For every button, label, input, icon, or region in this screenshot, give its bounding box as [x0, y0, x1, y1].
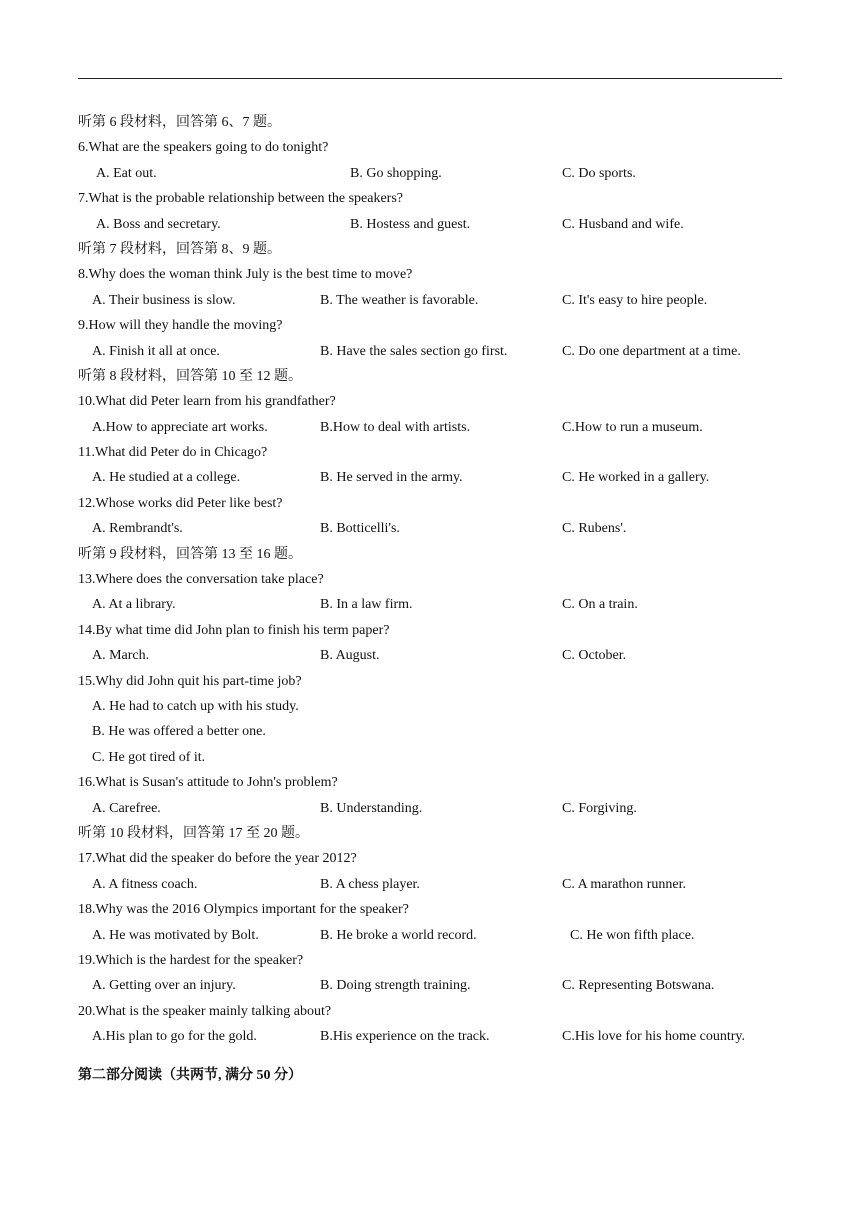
- option-a: A.How to appreciate art works.: [92, 419, 268, 435]
- option-c: C. Rubens'.: [562, 521, 627, 537]
- option-c: C. He got tired of it.: [92, 749, 206, 765]
- question-13: 13.Where does the conversation take place?: [78, 572, 324, 588]
- option-c: C. Representing Botswana.: [562, 978, 715, 994]
- option-a: A. March.: [92, 648, 150, 664]
- question-18: 18.Why was the 2016 Olympics important for the speaker?: [78, 902, 409, 918]
- options-6: [78, 161, 782, 186]
- option-b: B. Go shopping.: [350, 165, 442, 181]
- options-14: [78, 643, 782, 668]
- question-20: 20.What is the speaker mainly talking about?: [78, 1003, 332, 1019]
- options-20: [78, 1024, 782, 1049]
- section-instruction: 听第 9 段材料，回答第 13 至 16 题。: [78, 546, 302, 562]
- header-rule: [78, 78, 782, 79]
- question-11: 11.What did Peter do in Chicago?: [78, 445, 268, 461]
- options-12: [78, 516, 782, 541]
- option-c: C.His love for his home country.: [562, 1029, 746, 1045]
- option-c: C. Do one department at a time.: [562, 343, 741, 359]
- option-a: A. Boss and secretary.: [96, 216, 221, 232]
- options-11: [78, 465, 782, 490]
- option-a: A. Finish it all at once.: [92, 343, 220, 359]
- options-7: [78, 212, 782, 237]
- question-14: 14.By what time did John plan to finish his term paper?: [78, 622, 390, 638]
- option-b: B. Botticelli's.: [320, 521, 400, 537]
- part-two-title: 第二部分阅读（共两节, 满分 50 分）: [78, 1068, 302, 1084]
- option-b: B. He served in the army.: [320, 470, 463, 486]
- question-7: 7.What is the probable relationship between the speakers?: [78, 191, 403, 207]
- option-b: B.His experience on the track.: [320, 1029, 490, 1045]
- option-a: A. Getting over an injury.: [92, 978, 236, 994]
- options-13: [78, 592, 782, 617]
- option-a: A. Eat out.: [96, 165, 157, 181]
- option-a: A.His plan to go for the gold.: [92, 1029, 257, 1045]
- section-instruction: 听第 8 段材料，回答第 10 至 12 题。: [78, 368, 302, 384]
- option-c: C. On a train.: [562, 597, 638, 613]
- options-17: [78, 872, 782, 897]
- question-16: 16.What is Susan's attitude to John's problem?: [78, 775, 338, 791]
- option-a: A. A fitness coach.: [92, 876, 198, 892]
- listening-questions: [78, 110, 782, 1089]
- option-a: A. Carefree.: [92, 800, 161, 816]
- question-12: 12.Whose works did Peter like best?: [78, 495, 283, 511]
- option-c: C. He won fifth place.: [570, 927, 695, 943]
- option-c: C. Husband and wife.: [562, 216, 684, 232]
- question-15: 15.Why did John quit his part-time job?: [78, 673, 302, 689]
- option-b: B. August.: [320, 648, 380, 664]
- option-c: C. It's easy to hire people.: [562, 292, 708, 308]
- question-6: 6.What are the speakers going to do tonight?: [78, 140, 329, 156]
- section-instruction: 听第 7 段材料，回答第 8、9 题。: [78, 241, 281, 257]
- options-10: [78, 415, 782, 440]
- option-b: B.How to deal with artists.: [320, 419, 471, 435]
- question-9: 9.How will they handle the moving?: [78, 318, 283, 334]
- option-c: C. October.: [562, 648, 627, 664]
- question-19: 19.Which is the hardest for the speaker?: [78, 952, 304, 968]
- option-b: B. A chess player.: [320, 876, 420, 892]
- option-c: C. A marathon runner.: [562, 876, 687, 892]
- options-9: [78, 339, 782, 364]
- option-a: A. Rembrandt's.: [92, 521, 183, 537]
- options-16: [78, 796, 782, 821]
- option-c: C.How to run a museum.: [562, 419, 703, 435]
- option-a: A. Their business is slow.: [92, 292, 236, 308]
- option-a: A. He was motivated by Bolt.: [92, 927, 259, 943]
- option-b: B. Doing strength training.: [320, 978, 471, 994]
- options-18: [78, 923, 782, 948]
- question-10: 10.What did Peter learn from his grandfather?: [78, 394, 336, 410]
- option-b: B. In a law firm.: [320, 597, 413, 613]
- option-b: B. The weather is favorable.: [320, 292, 479, 308]
- option-b: B. He was offered a better one.: [92, 724, 266, 740]
- question-8: 8.Why does the woman think July is the best time to move?: [78, 267, 413, 283]
- question-17: 17.What did the speaker do before the year 2012?: [78, 851, 357, 867]
- option-a: A. He studied at a college.: [92, 470, 241, 486]
- option-c: C. He worked in a gallery.: [562, 470, 710, 486]
- option-a: A. He had to catch up with his study.: [92, 698, 299, 714]
- section-instruction: 听第 10 段材料，回答第 17 至 20 题。: [78, 825, 309, 841]
- option-a: A. At a library.: [92, 597, 176, 613]
- option-b: B. He broke a world record.: [320, 927, 477, 943]
- section-instruction: 听第 6 段材料，回答第 6、7 题。: [78, 115, 281, 130]
- options-8: [78, 288, 782, 313]
- option-c: C. Forgiving.: [562, 800, 637, 816]
- options-19: [78, 973, 782, 998]
- option-c: C. Do sports.: [562, 165, 636, 181]
- option-b: B. Understanding.: [320, 800, 423, 816]
- option-b: B. Have the sales section go first.: [320, 343, 508, 359]
- option-b: B. Hostess and guest.: [350, 216, 471, 232]
